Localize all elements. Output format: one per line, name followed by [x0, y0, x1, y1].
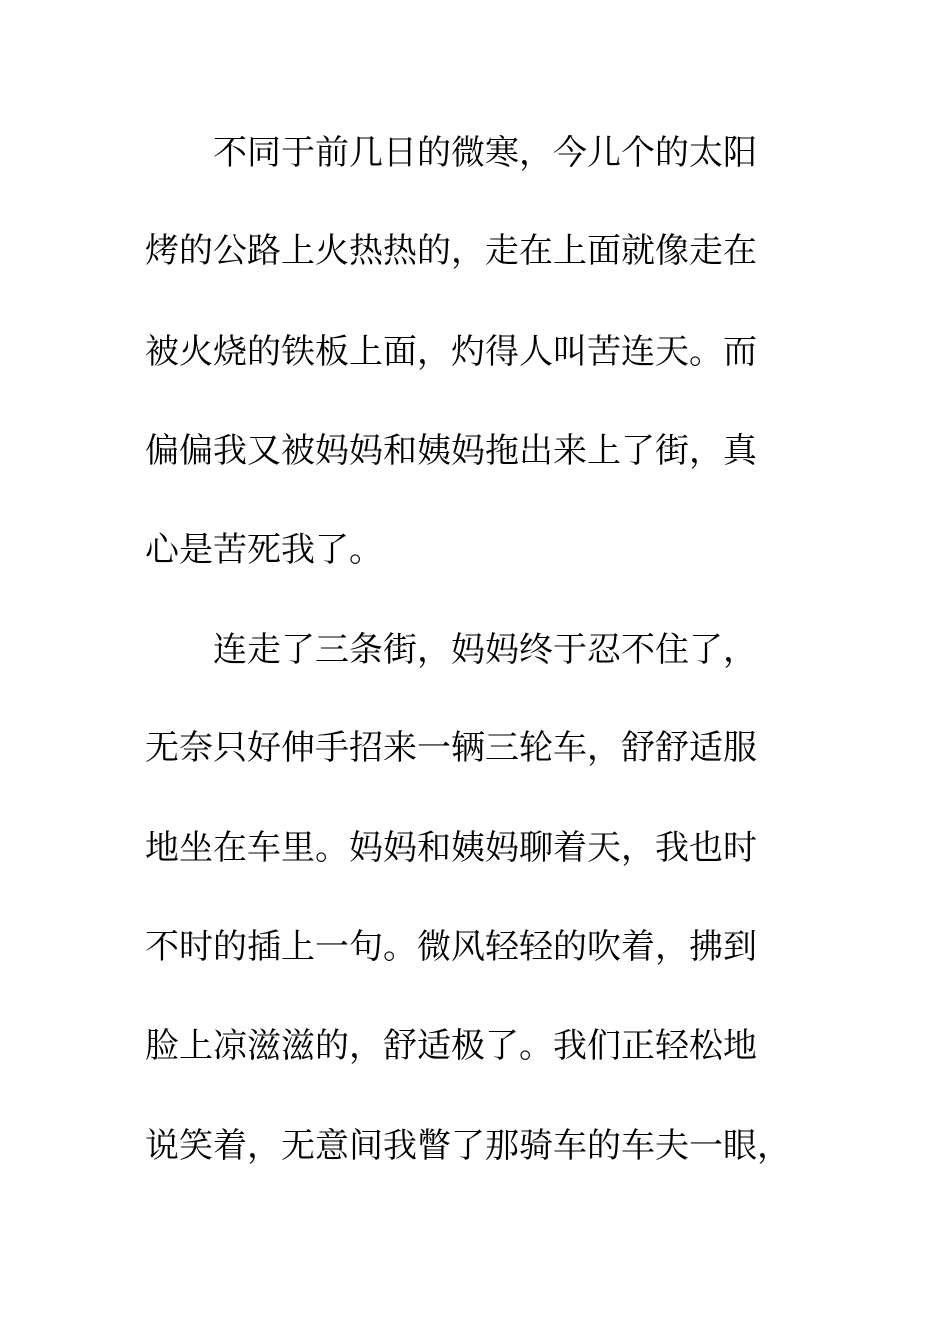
text-line: 偏偏我又被妈妈和姨妈拖出来上了街，真 [145, 431, 757, 471]
text-line: 连走了三条街，妈妈终于忍不住了， [213, 630, 757, 670]
text-line: 脸上凉滋滋的，舒适极了。我们正轻松地 [145, 1026, 757, 1066]
text-line: 不时的插上一句。微风轻轻的吹着，拂到 [145, 927, 757, 967]
text-line: 烤的公路上火热热的，走在上面就像走在 [145, 231, 757, 271]
text-line: 不同于前几日的微寒，今儿个的太阳 [213, 133, 757, 173]
text-line: 地坐在车里。妈妈和姨妈聊着天，我也时 [145, 828, 757, 868]
text-line: 说笑着，无意间我瞥了那骑车的车夫一眼， [145, 1126, 791, 1166]
text-line: 被火烧的铁板上面，灼得人叫苦连天。而 [145, 332, 757, 372]
text-line: 无奈只好伸手招来一辆三轮车，舒舒适服 [145, 728, 757, 768]
text-line: 心是苦死我了。 [145, 530, 383, 570]
